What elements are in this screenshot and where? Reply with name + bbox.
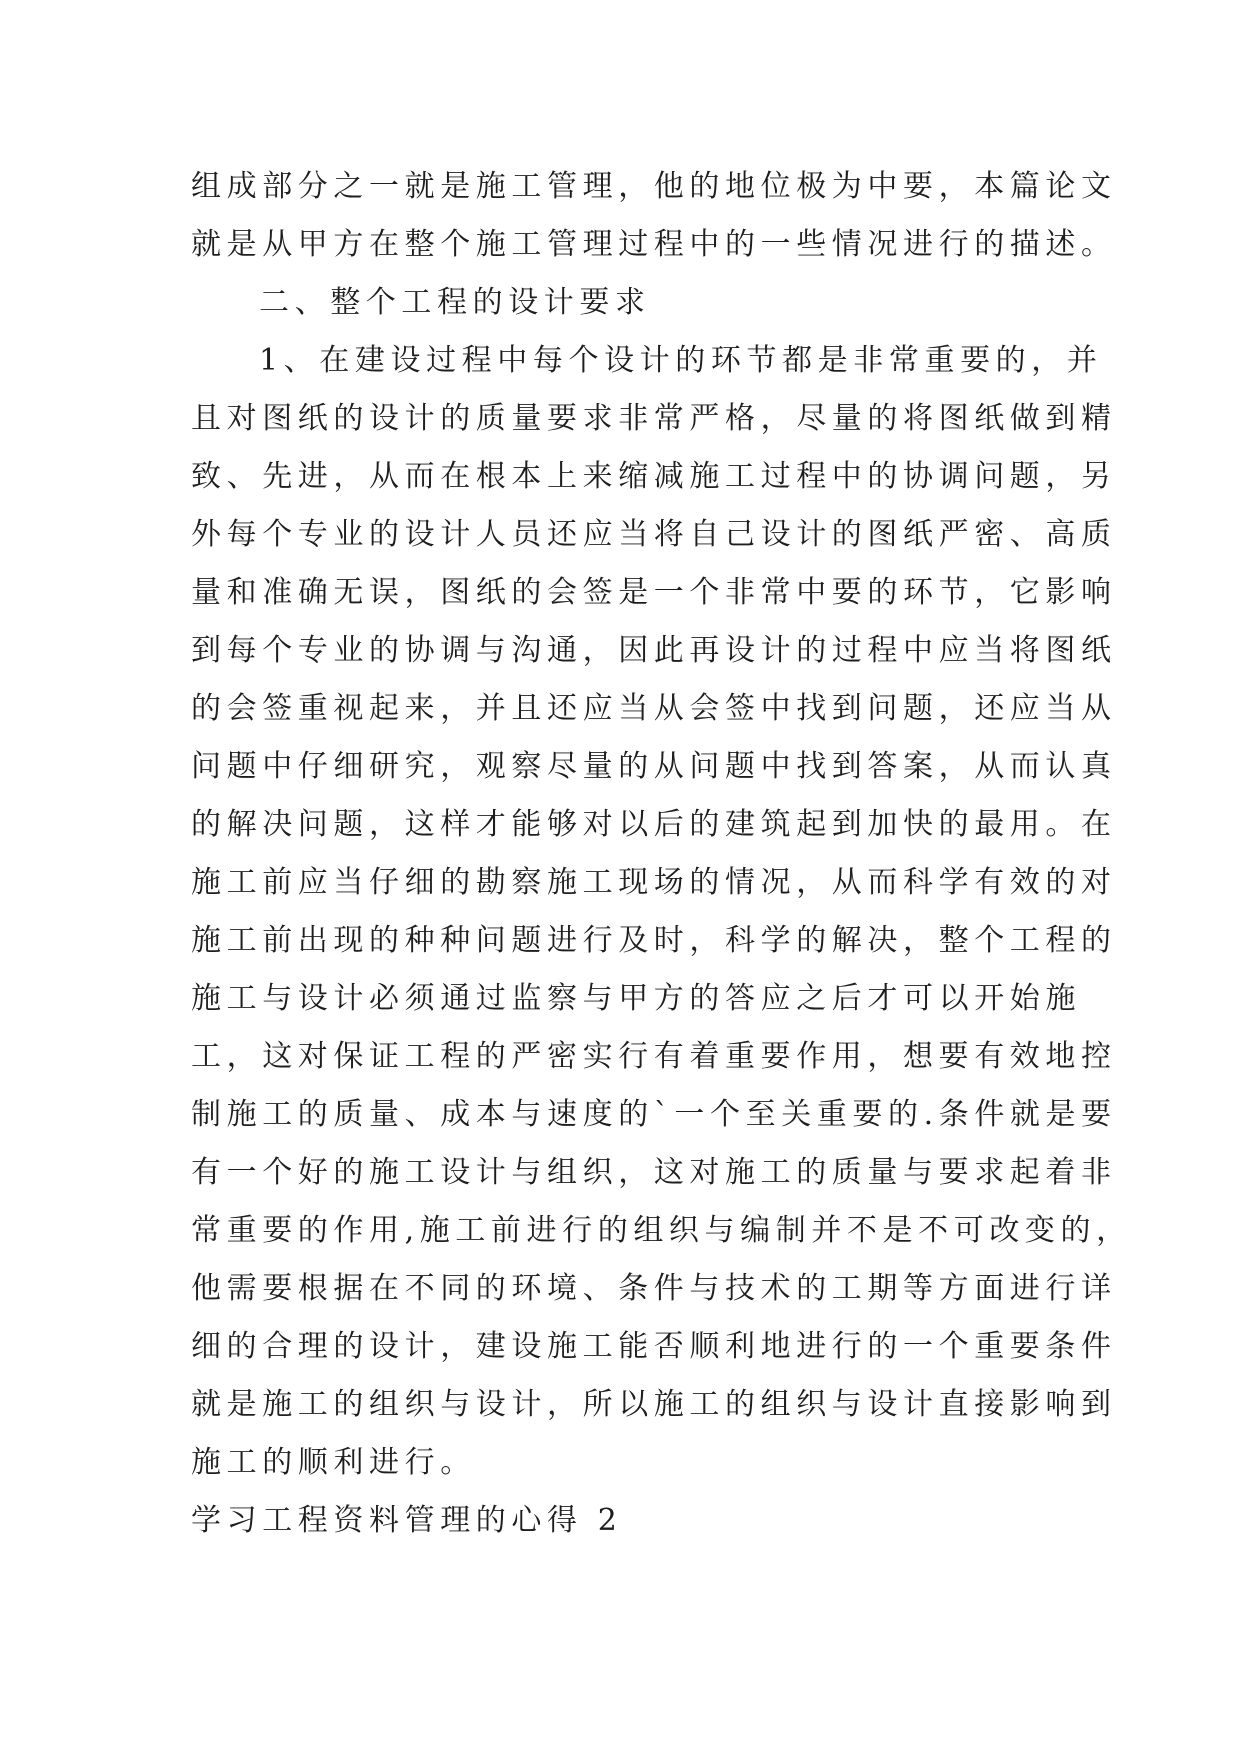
body-text-line: 的会签重视起来，并且还应当从会签中找到问题，还应当从 — [191, 691, 1117, 726]
body-text-line: 施工与设计必须通过监察与甲方的答应之后才可以开始施 — [191, 981, 1081, 1016]
body-text-line: 的解决问题，这样才能够对以后的建筑起到加快的最用。在 — [191, 807, 1117, 842]
paragraph-first-line: 1、在建设过程中每个设计的环节都是非常重要的，并 — [259, 343, 1103, 378]
body-text-line: 施工的顺利进行。 — [191, 1445, 476, 1480]
body-text-line: 且对图纸的设计的质量要求非常严格，尽量的将图纸做到精 — [191, 401, 1117, 436]
body-text-line: 问题中仔细研究，观察尽量的从问题中找到答案，从而认真 — [191, 749, 1117, 784]
body-text-line: 外每个专业的设计人员还应当将自己设计的图纸严密、高质 — [191, 517, 1117, 552]
body-text-line: 施工前应当仔细的勘察施工现场的情况，从而科学有效的对 — [191, 865, 1117, 900]
body-text-line: 有一个好的施工设计与组织，这对施工的质量与要求起着非 — [191, 1155, 1117, 1190]
body-text-line: 制施工的质量、成本与速度的`一个至关重要的.条件就是要 — [191, 1097, 1117, 1132]
document-title: 学习工程资料管理的心得 2 — [191, 1503, 623, 1538]
body-text-line: 量和准确无误，图纸的会签是一个非常中要的环节，它影响 — [191, 575, 1117, 610]
body-text-line: 组成部分之一就是施工管理，他的地位极为中要，本篇论文 — [191, 169, 1117, 204]
body-text-line: 致、先进，从而在根本上来缩减施工过程中的协调问题，另 — [191, 459, 1117, 494]
section-heading: 二、整个工程的设计要求 — [259, 285, 651, 320]
body-text-line: 就是施工的组织与设计，所以施工的组织与设计直接影响到 — [191, 1387, 1117, 1422]
body-text-line: 施工前出现的种种问题进行及时，科学的解决，整个工程的 — [191, 923, 1117, 958]
body-text-line: 到每个专业的协调与沟通，因此再设计的过程中应当将图纸 — [191, 633, 1117, 668]
body-text-line: 常重要的作用,施工前进行的组织与编制并不是不可改变的， — [191, 1213, 1132, 1248]
body-text-line: 他需要根据在不同的环境、条件与技术的工期等方面进行详 — [191, 1271, 1117, 1306]
body-text-line: 就是从甲方在整个施工管理过程中的一些情况进行的描述。 — [191, 227, 1117, 262]
body-text-line: 工，这对保证工程的严密实行有着重要作用，想要有效地控 — [191, 1039, 1117, 1074]
body-text-line: 细的合理的设计，建设施工能否顺利地进行的一个重要条件 — [191, 1329, 1117, 1364]
